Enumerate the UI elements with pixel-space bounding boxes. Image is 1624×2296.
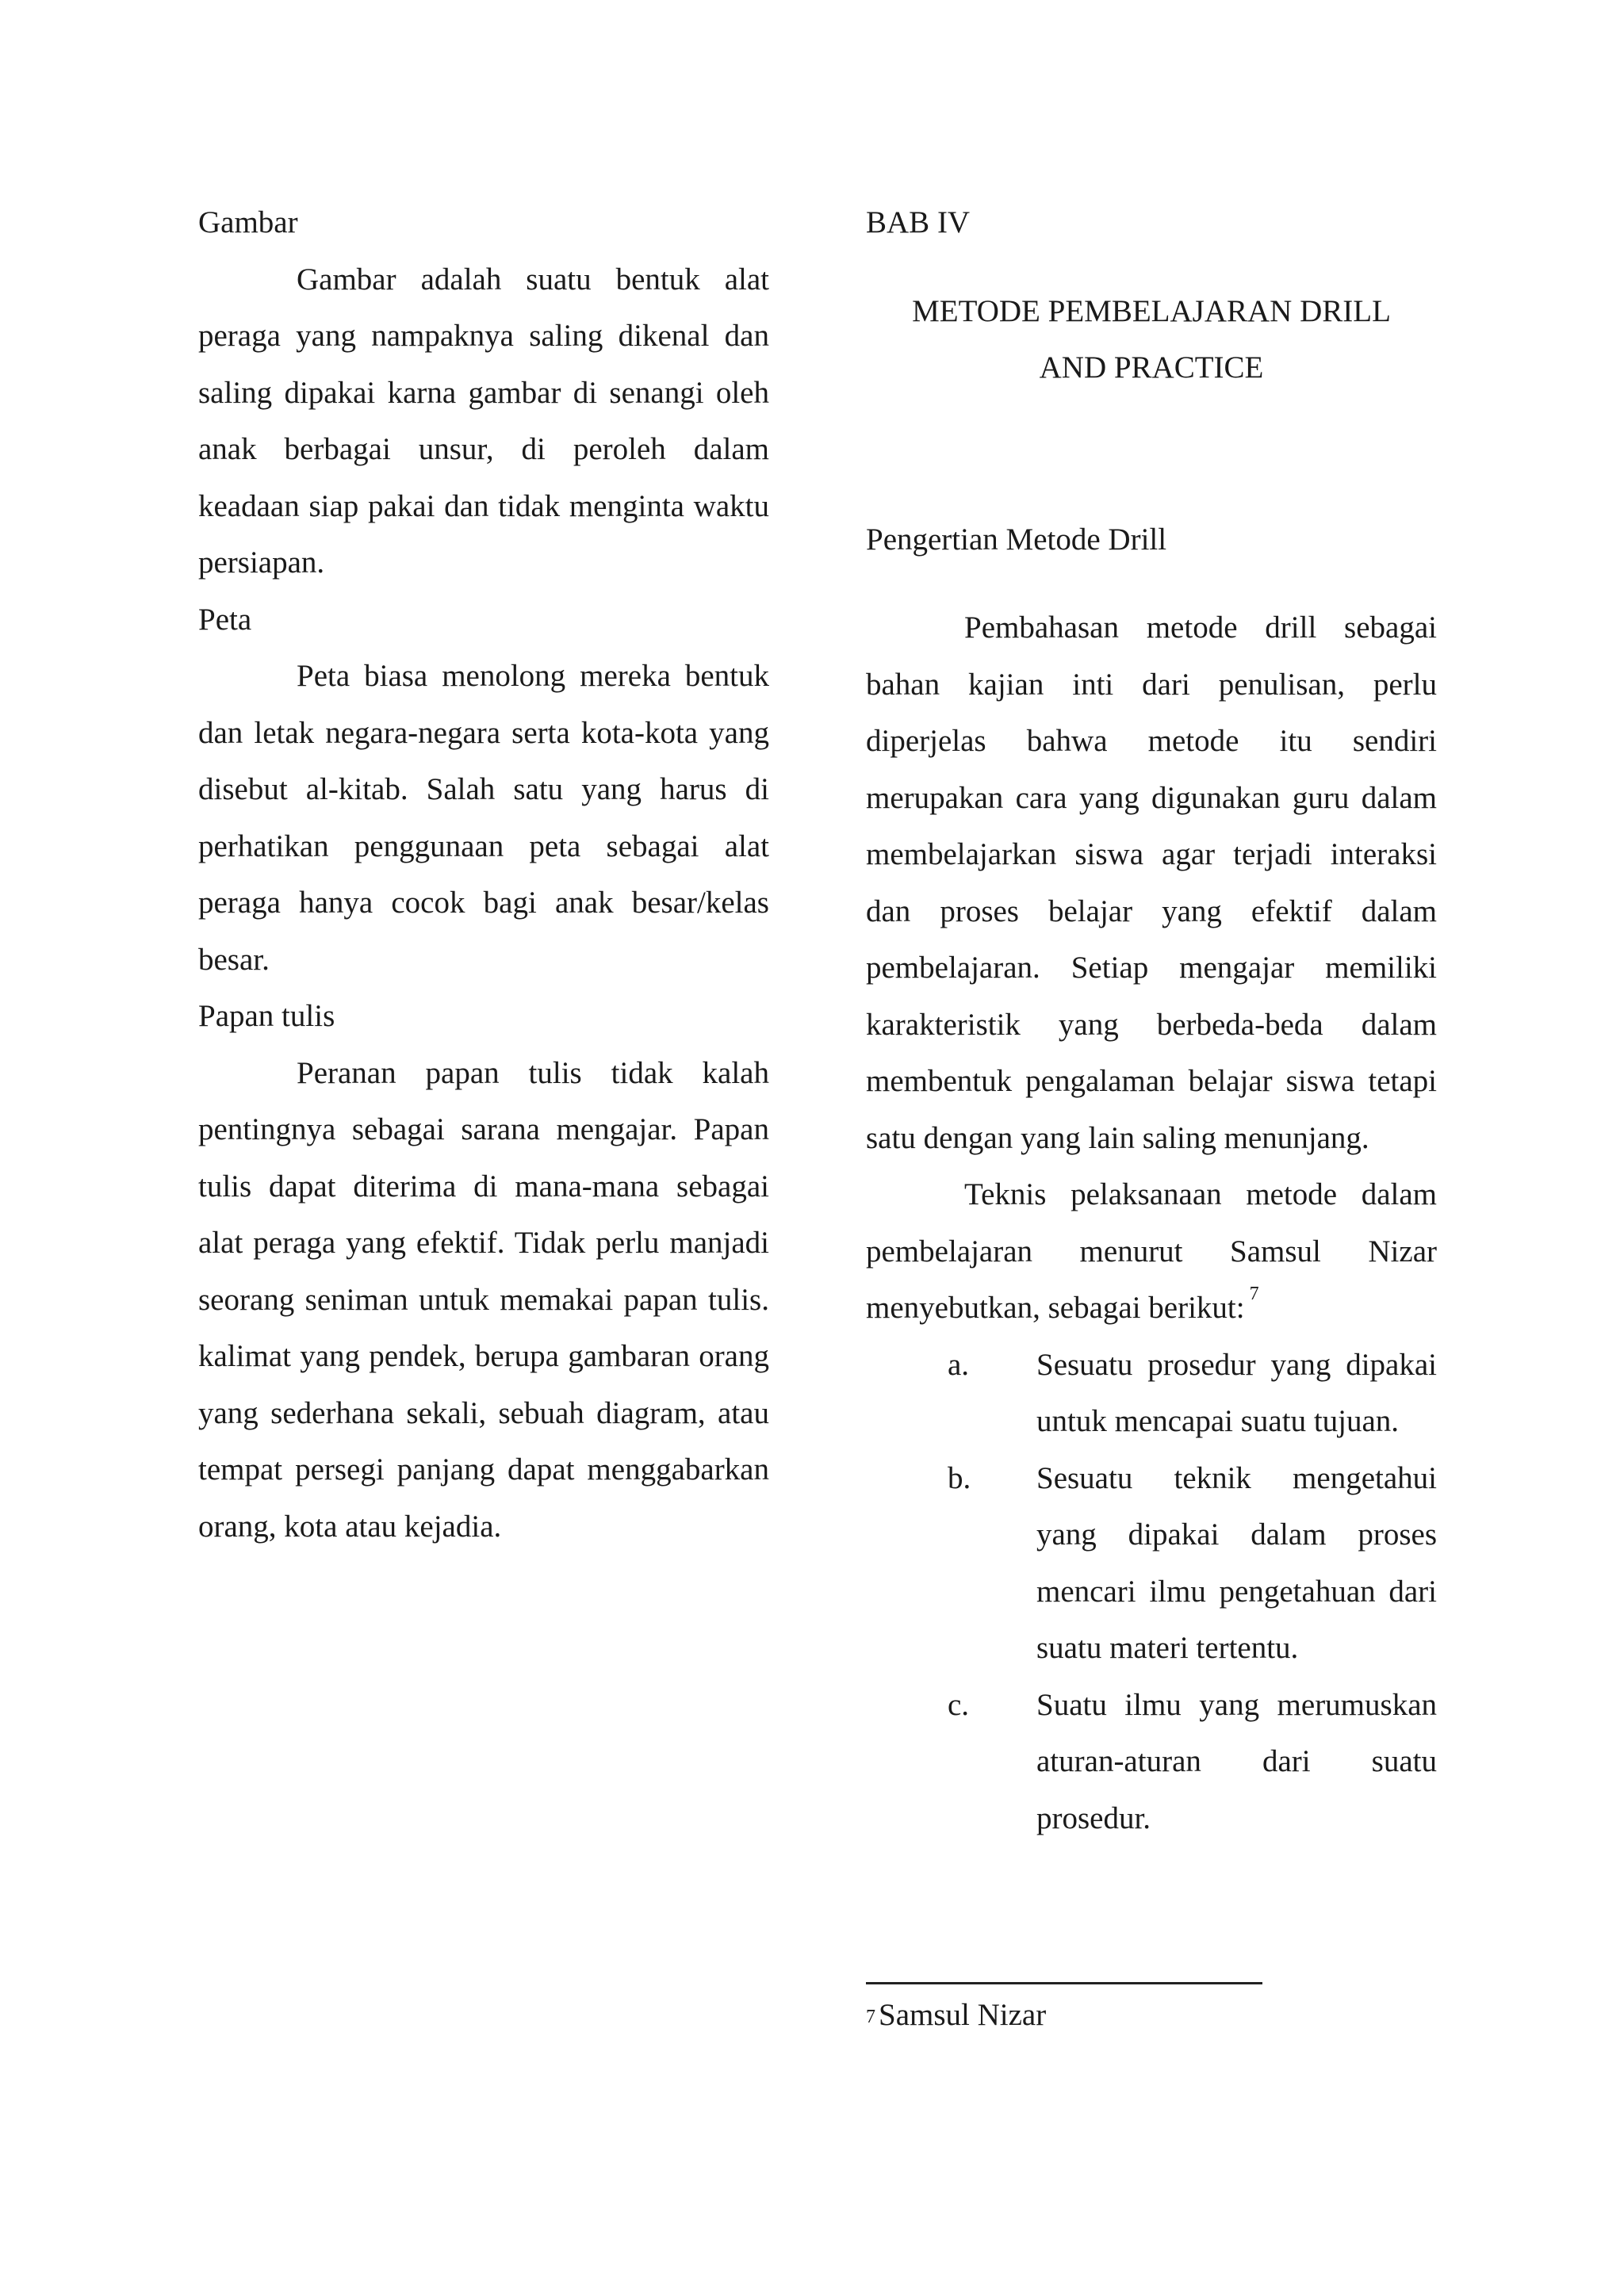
footnote-number: 7: [866, 2007, 875, 2027]
list-item-text: Sesuatu teknik mengetahui yang dipakai dalam proses mencari ilmu pengetahuan dari suatu materi tertentu.: [1036, 1460, 1437, 1665]
footnote-text: Samsul Nizar: [879, 1998, 1047, 2032]
right-column: [866, 194, 1437, 1846]
list-item-text: Suatu ilmu yang merumuskan aturan-aturan dari suatu prosedur.: [1036, 1687, 1437, 1835]
chapter-title: METODE PEMBELAJARAN DRILL AND PRACTICE: [912, 293, 1391, 385]
footnote-reference[interactable]: 7: [1249, 1284, 1259, 1304]
list-item-text: Sesuatu prosedur yang dipakai untuk mencapai suatu tujuan.: [1036, 1347, 1437, 1438]
body-paragraph-2: [866, 1166, 1437, 1337]
section-paragraph-peta: Peta biasa menolong mereka bentuk dan letak negara-negara serta kota-kota yang disebut al-kitab. Salah satu yang harus di perhatikan penggunaan peta sebagai alat peraga hanya cocok bagi anak besar/kelas besar.: [198, 659, 769, 977]
list-item: [866, 1450, 1437, 1677]
list-marker: a.: [948, 1347, 970, 1382]
list-marker: c.: [948, 1687, 970, 1722]
list-marker: b.: [948, 1460, 971, 1495]
footnote: [866, 1992, 1046, 2039]
section-heading-gambar: Gambar: [198, 205, 298, 239]
footnote-divider: [866, 1982, 1262, 1984]
left-column: [198, 194, 769, 1555]
procedure-list: [866, 1337, 1437, 1847]
section-subheading: Pengertian Metode Drill: [866, 522, 1167, 557]
body-paragraph-2-text: Teknis pelaksanaan metode dalam pembelajaran menurut Samsul Nizar menyebutkan, sebagai berikut:: [866, 1177, 1437, 1325]
section-heading-peta: Peta: [198, 602, 252, 637]
body-paragraph-1: Pembahasan metode drill sebagai bahan kajian inti dari penulisan, perlu diperjelas bahwa metode itu sendiri merupakan cara yang digunakan guru dalam membelajarkan siswa agar terjadi interaksi dan proses belajar yang efektif dalam pembelajaran. Setiap mengajar memiliki karakteristik yang berbeda-beda dalam membentuk pengalaman belajar siswa tetapi satu dengan yang lain saling menunjang.: [866, 610, 1437, 1155]
list-item: [866, 1677, 1437, 1847]
section-paragraph-papan-tulis: Peranan papan tulis tidak kalah pentingnya sebagai sarana mengajar. Papan tulis dapat diterima di mana-mana sebagai alat peraga yang efektif. Tidak perlu manjadi seorang seniman untuk memakai papan tulis. kalimat yang pendek, berupa gambaran orang yang sederhana sekali, sebuah diagram, atau tempat persegi panjang dapat menggabarkan orang, kota atau kejadia.: [198, 1055, 769, 1544]
chapter-number: BAB IV: [866, 205, 971, 239]
section-heading-papan-tulis: Papan tulis: [198, 999, 335, 1033]
list-item: [866, 1337, 1437, 1450]
section-paragraph-gambar: Gambar adalah suatu bentuk alat peraga yang nampaknya saling dikenal dan saling dipakai karna gambar di senangi oleh anak berbagai unsur, di peroleh dalam keadaan siap pakai dan tidak menginta waktu persiapan.: [198, 262, 769, 580]
